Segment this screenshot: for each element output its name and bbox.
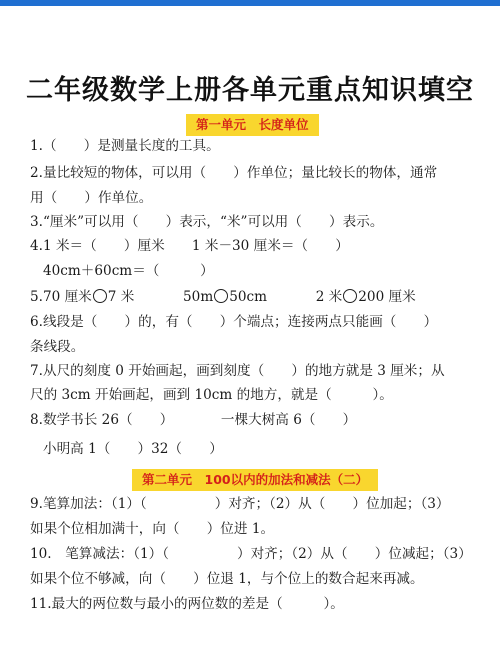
section-heading-unit-2: 第二单元 100以内的加法和减法（二） [132, 469, 378, 491]
compare-circle[interactable] [214, 289, 228, 303]
question-1: 1.（ ）是测量长度的工具。 [30, 138, 220, 154]
q5-item-b: 7 米 [107, 289, 135, 305]
question-9-continued: 如果个位相加满十，向（ ）位进 1。 [30, 521, 275, 537]
question-7-continued: 尺的 3cm 开始画起，画到 10cm 的地方，就是（ ）。 [30, 387, 393, 403]
question-8: 8.数学书长 26（ ） 一棵大树高 6（ ） [30, 412, 357, 428]
q5-item-c: 50m [183, 289, 214, 305]
q5-item-a: 5.70 厘米 [30, 289, 92, 305]
section-heading-unit-1: 第一单元 长度单位 [186, 114, 319, 136]
question-4-continued: 40cm＋60cm＝（ ） [43, 263, 214, 279]
question-11: 11.最大的两位数与最小的两位数的差是（ ）。 [30, 596, 344, 612]
q5-item-d: 50cm [229, 289, 268, 305]
question-3: 3.“厘米”可以用（ ）表示，“米”可以用（ ）表示。 [30, 214, 384, 230]
q5-item-e: 2 米 [315, 289, 343, 305]
question-7: 7.从尺的刻度 0 开始画起，画到刻度（ ）的地方就是 3 厘米；从 [30, 363, 445, 379]
question-8-continued: 小明高 1（ ）32（ ） [43, 441, 223, 457]
question-4: 4.1 米＝（ ）厘米 1 米－30 厘米＝（ ） [30, 238, 349, 254]
question-10: 10. 笔算减法：（1）（ ）对齐；（2）从（ ）位减起；（3） [30, 546, 472, 562]
question-5 [30, 288, 416, 306]
page-title: 二年级数学上册各单元重点知识填空 [26, 75, 474, 106]
top-accent-bar [0, 0, 500, 6]
question-6: 6.线段是（ ）的，有（ ）个端点；连接两点只能画（ ） [30, 314, 438, 330]
compare-circle[interactable] [343, 289, 357, 303]
question-9: 9.笔算加法：（1）（ ）对齐；（2）从（ ）位加起；（3） [30, 496, 450, 512]
question-10-continued: 如果个位不够减，向（ ）位退 1，与个位上的数合起来再减。 [30, 571, 424, 587]
compare-circle[interactable] [93, 289, 107, 303]
question-2-continued: 用（ ）作单位。 [30, 190, 153, 206]
question-6-continued: 条线段。 [30, 339, 85, 355]
q5-item-f: 200 厘米 [358, 289, 416, 305]
question-2: 2.量比较短的物体，可以用（ ）作单位；量比较长的物体，通常 [30, 165, 438, 181]
